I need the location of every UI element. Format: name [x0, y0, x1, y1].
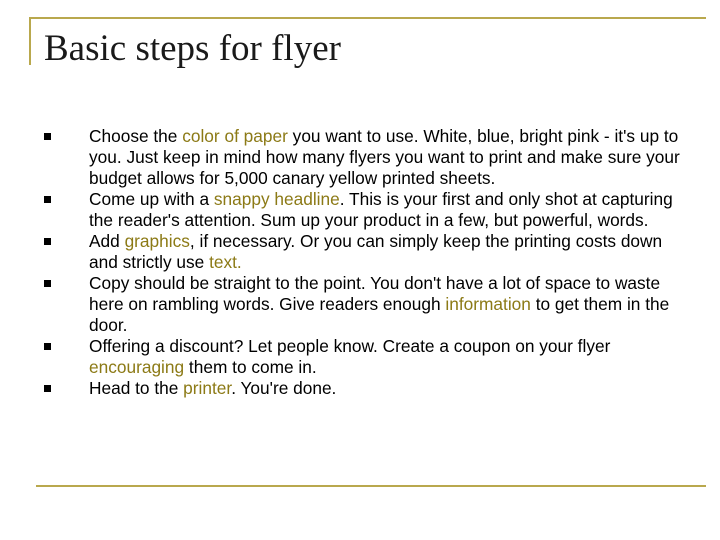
bullet-text: you want to use. White, blue, bright pink - it's up to you. Just keep in mind how many flyers you want to print and make sure your budget allows for 5,000 canary yellow printed sheets. [89, 126, 680, 188]
bullet-item [44, 378, 690, 399]
bullet-square-icon [44, 343, 51, 350]
bullet-text: . This is your first and only shot at capturing the reader's attention. Sum up your product in a few, but powerful, words. [89, 189, 673, 230]
highlighted-link-text[interactable]: graphics [124, 231, 190, 251]
highlighted-link-text[interactable]: color of paper [182, 126, 288, 146]
bullet-text: Offering a discount? Let people know. Create a coupon on your flyer [89, 336, 611, 356]
bullet-text: Head to the [89, 378, 184, 398]
bullet-text: Copy should be straight to the point. You don't have a lot of space to waste here on rambling words. Give readers enough [89, 273, 661, 314]
bullet-item [44, 231, 690, 273]
bullet-item [44, 126, 690, 189]
bullet-square-icon [44, 196, 51, 203]
bullet-item [44, 189, 690, 231]
bullet-text: them to come in. [184, 357, 317, 377]
bullet-text: , if necessary. Or you can simply keep the printing costs down and strictly use [89, 231, 663, 272]
bullet-text: Add [89, 231, 125, 251]
bullet-square-icon [44, 133, 51, 140]
bullet-list [44, 126, 690, 399]
frame-top-rule [29, 17, 706, 19]
bullet-item [44, 273, 690, 336]
frame-bottom-rule [36, 485, 706, 487]
bullet-item [44, 336, 690, 378]
bullet-text: to get them in the door. [89, 294, 670, 335]
bullet-text: . You're done. [231, 378, 337, 398]
highlighted-link-text[interactable]: text. [209, 252, 242, 272]
highlighted-link-text[interactable]: encouraging [89, 357, 185, 377]
highlighted-link-text[interactable]: snappy headline [213, 189, 340, 209]
bullet-square-icon [44, 385, 51, 392]
frame-left-rule [29, 17, 31, 65]
bullet-text: Choose the [89, 126, 183, 146]
highlighted-link-text[interactable]: information [445, 294, 531, 314]
slide-title: Basic steps for flyer [44, 28, 341, 69]
bullet-square-icon [44, 238, 51, 245]
bullet-square-icon [44, 280, 51, 287]
bullet-text: Come up with a [89, 189, 214, 209]
highlighted-link-text[interactable]: printer [183, 378, 232, 398]
